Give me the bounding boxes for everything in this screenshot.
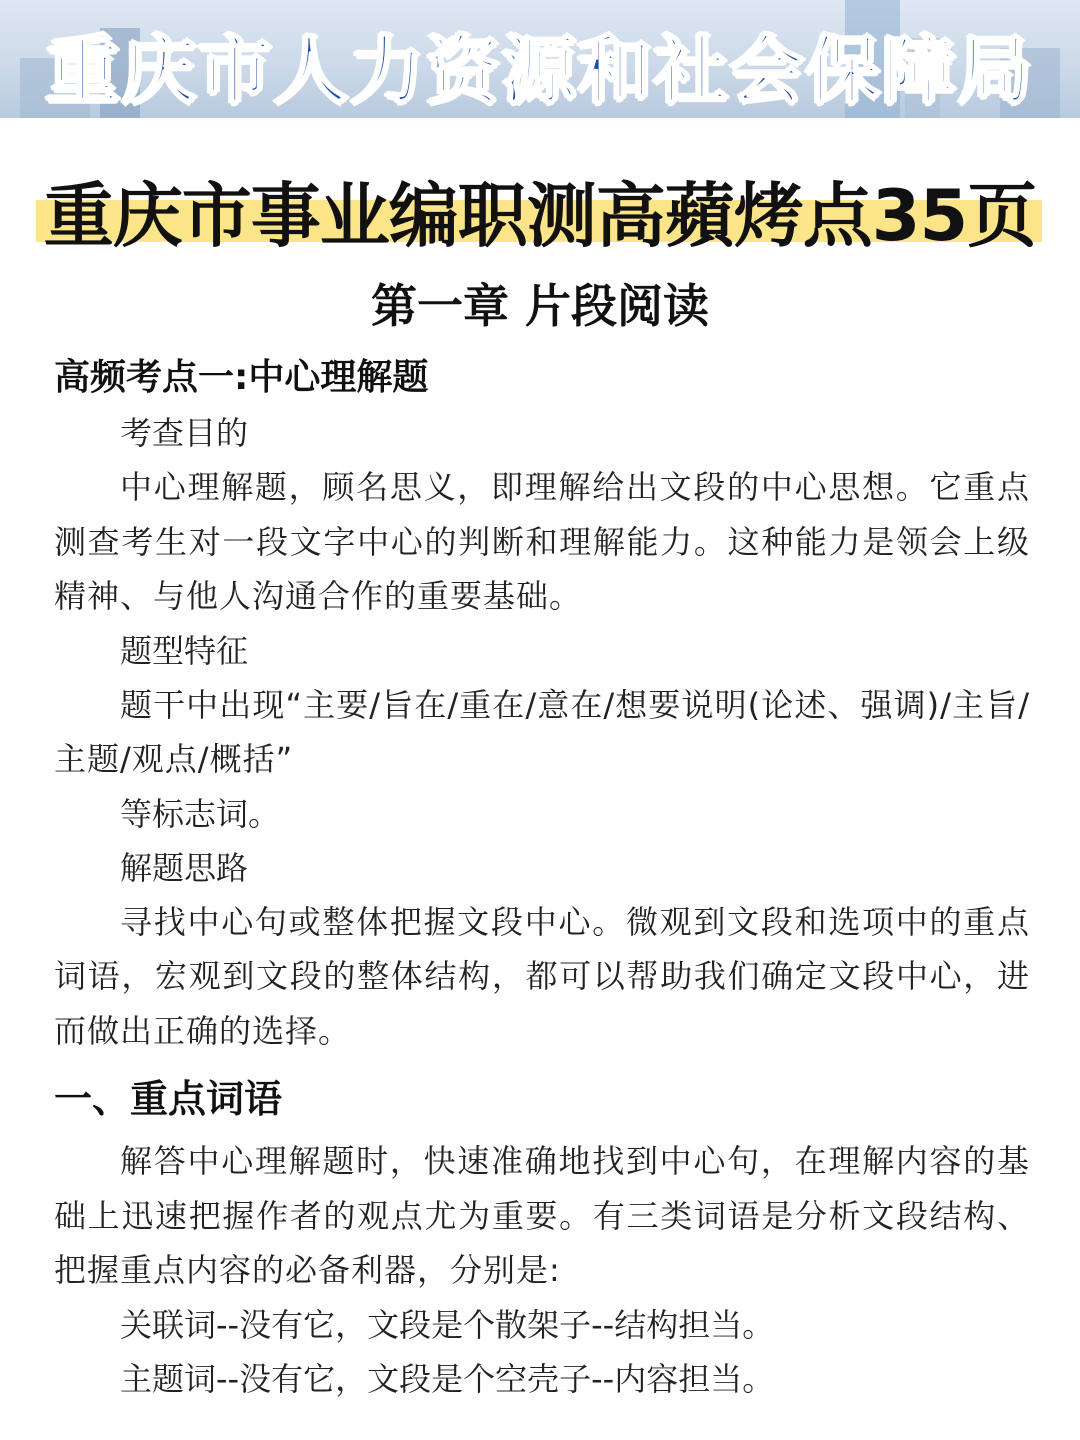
banner [0, 0, 1080, 118]
list-item: 关联词--没有它，文段是个散架子--结构担当。 [120, 1305, 775, 1344]
subheading-feature: 题型特征 [120, 631, 249, 670]
main-title-block [0, 160, 1080, 257]
subheading-purpose: 考查目的 [120, 414, 249, 452]
paragraph-feature: 题干中出现“主要/旨在/重在/意在/想要说明(论述、强调)/主旨/主题/观点/概括” [54, 685, 1030, 778]
paragraph-intro: 解答中心理解题时，快速准确地找到中心句，在理解内容的基础上迅速把握作者的观点尤为重要。有三类词语是分析文段结构、把握重点内容的必备利器，分别是: [54, 1142, 1030, 1289]
subheading-approach: 解题思路 [120, 848, 249, 887]
banner-title: 重庆市人力资源和社会保障局 [46, 28, 1034, 114]
paragraph-purpose: 中心理解题，顾名思义，即理解给出文段的中心思想。它重点测查考生对一段文字中心的判断和理解能力。这种能力是领会上级精神、与他人沟通合作的重要基础。 [54, 468, 1030, 615]
paragraph-feature-tail: 等标志词。 [120, 794, 281, 833]
paragraph-approach: 寻找中心句或整体把握文段中心。微观到文段和选项中的重点词语，宏观到文段的整体结构，都可以帮助我们确定文段中心，进而做出正确的选择。 [54, 902, 1030, 1050]
main-title: 重庆市事业编职测高蘋烤点35页 [43, 175, 1037, 257]
document-body [54, 350, 1030, 1406]
chapter-title: 第一章 片段阅读 [370, 279, 709, 333]
section-heading: 高频考点一:中心理解题 [54, 357, 429, 398]
list-item: 主题词--没有它，文段是个空壳子--内容担当。 [120, 1359, 775, 1398]
section-heading-key-words: 一、重点词语 [54, 1077, 283, 1121]
